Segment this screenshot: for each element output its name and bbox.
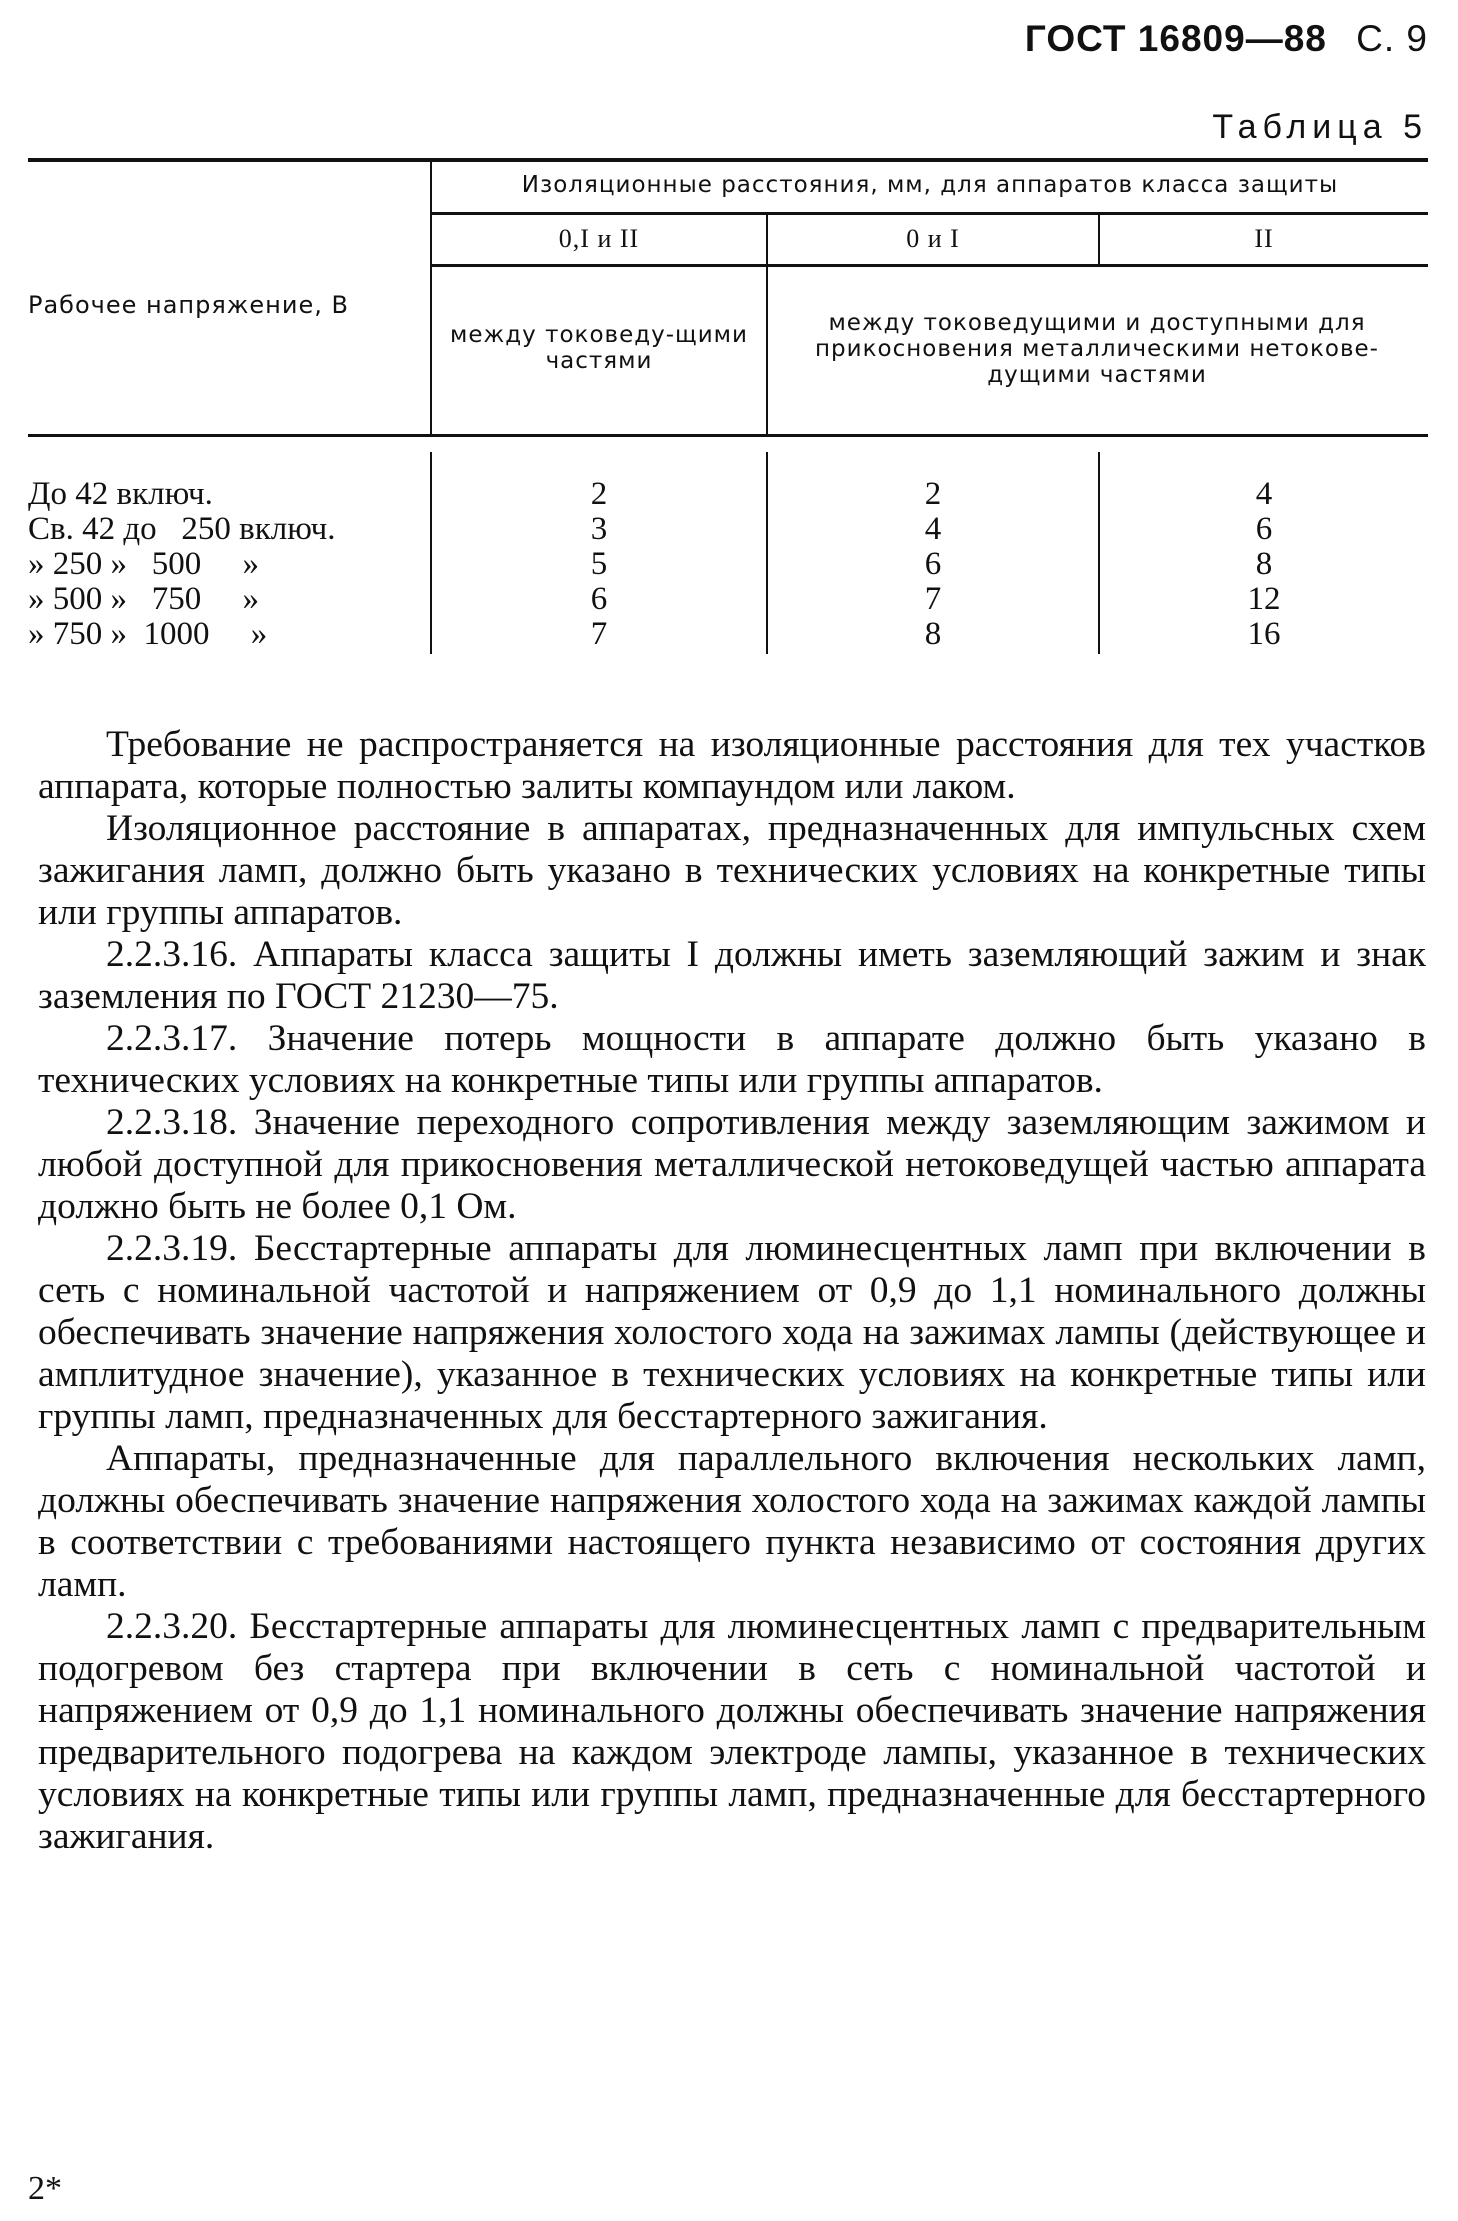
- cell-value: 6: [924, 546, 942, 582]
- body-text: [38, 724, 1426, 1858]
- class-header-2: 0 и I: [906, 224, 960, 253]
- group-header: Изоляционные расстояния, мм, для аппаратов класса защиты: [521, 172, 1339, 198]
- paragraph: 2.2.3.16. Аппараты класса защиты I должны иметь заземляющий зажим и знак заземления по ГОСТ 21230—75.: [38, 934, 1426, 1017]
- page-header: [1025, 18, 1428, 60]
- page-number: С. 9: [1356, 18, 1428, 59]
- cell-value: 4: [1255, 476, 1273, 512]
- row-header: Рабочее напряжение, В: [28, 291, 349, 319]
- desc-col-1: между токоведу-щими частями: [450, 322, 748, 374]
- row-label: До 42 включ.: [28, 476, 213, 512]
- row-label: » 750 » 1000 »: [28, 616, 268, 652]
- paragraph: 2.2.3.17. Значение потерь мощности в аппарате должно быть указано в технических условиях на конкретные типы или группы аппаратов.: [38, 1018, 1426, 1101]
- cell-value: 7: [590, 616, 608, 652]
- row-label: » 250 » 500 »: [28, 546, 259, 582]
- header-bottom-rule: [28, 434, 1428, 437]
- cell-value: 5: [590, 546, 608, 582]
- paragraph: 2.2.3.18. Значение переходного сопротивления между заземляющим зажимом и любой доступной для прикосновения металлической нетоковедущей частью аппарата должно быть не более 0,1 Ом.: [38, 1102, 1426, 1227]
- cell-value: 4: [924, 511, 942, 547]
- cell-value: 12: [1247, 581, 1281, 617]
- cell-value: 7: [924, 581, 942, 617]
- paragraph: Аппараты, предназначенные для параллельного включения нескольких ламп, должны обеспечивать значение напряжения холостого хода на зажимах каждой лампы в соответствии с требованиями настоящего пункта независимо от состояния других ламп.: [38, 1438, 1426, 1605]
- cell-value: 2: [590, 476, 608, 512]
- cell-value: 2: [924, 476, 942, 512]
- paragraph: 2.2.3.20. Бесстартерные аппараты для люминесцентных ламп с предварительным подогревом без стартера при включении в сеть с номинальной частотой и напряжением от 0,9 до 1,1 номинального должны обеспечивать значение напряжения предварительного подогрева на каждом электроде лампы, указанное в технических условиях на конкретные типы или группы ламп, предназначенные для бесстартерного зажигания.: [38, 1606, 1426, 1857]
- class-header-1: 0,I и II: [558, 224, 640, 253]
- header-divider-1: [430, 162, 432, 434]
- cell-value: 6: [590, 581, 608, 617]
- row-label: » 500 » 750 »: [28, 581, 259, 617]
- table-title: Таблица 5: [1212, 108, 1428, 146]
- cell-value: 8: [924, 616, 942, 652]
- paragraph: 2.2.3.19. Бесстартерные аппараты для люминесцентных ламп при включении в сеть с номинальной частотой и напряжением от 0,9 до 1,1 номинального должны обеспечивать значение напряжения холостого хода на зажимах лампы (действующее и амплитудное значение), указанное в технических условиях на конкретные типы или группы ламп, предназначенных для бесстартерного зажигания.: [38, 1228, 1426, 1437]
- class-header-top-rule: [430, 212, 1428, 215]
- cell-value: 3: [590, 511, 608, 547]
- standard-number: ГОСТ 16809—88: [1024, 18, 1327, 59]
- table-top-rule: [28, 158, 1428, 162]
- cell-value: 8: [1255, 546, 1273, 582]
- cell-value: 6: [1255, 511, 1273, 547]
- row-label: Св. 42 до 250 включ.: [28, 511, 336, 547]
- desc-col-2: между токоведущими и доступными для прикосновения металлическими нетокове-дущими частями: [815, 310, 1379, 388]
- class-header-3: II: [1254, 224, 1274, 253]
- paragraph: Требование не распространяется на изоляционные расстояния для тех участков аппарата, которые полностью залиты компаундом или лаком.: [38, 724, 1426, 807]
- page-signature: 2*: [28, 2170, 62, 2207]
- paragraph: Изоляционное расстояние в аппаратах, предназначенных для импульсных схем зажигания ламп, должно быть указано в технических условиях на конкретные типы или группы аппаратов.: [38, 808, 1426, 933]
- class-header-bottom-rule: [430, 264, 1428, 267]
- cell-value: 16: [1247, 616, 1281, 652]
